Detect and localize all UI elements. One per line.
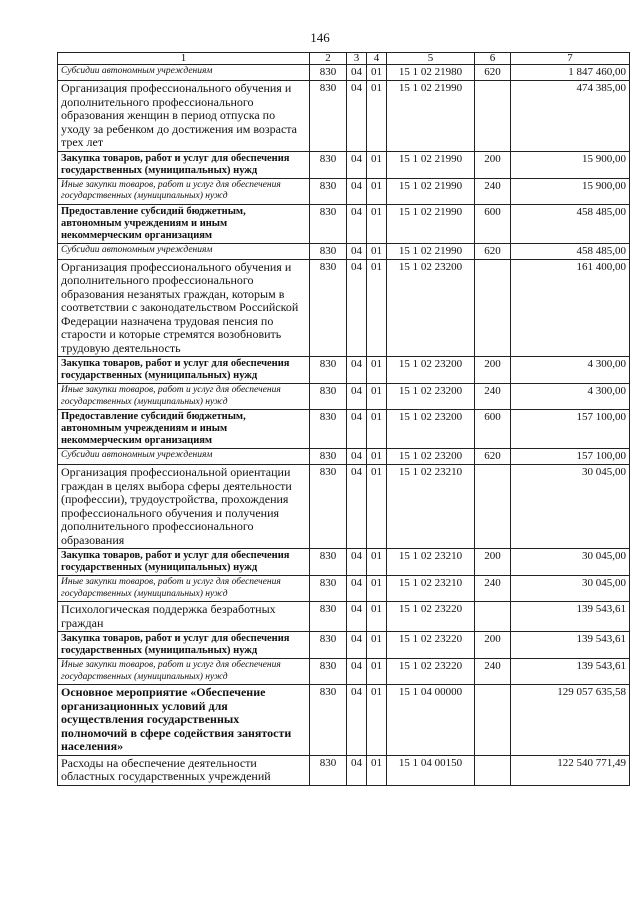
header-cell: 6: [475, 53, 511, 65]
subsection-code-cell: 01: [367, 576, 387, 602]
table-row: [58, 243, 630, 259]
amount-cell: 139 543,61: [511, 632, 630, 659]
amount-cell: 1 847 460,00: [511, 65, 630, 81]
table-row: [58, 549, 630, 576]
header-cell: 2: [310, 53, 347, 65]
amount-cell: 458 485,00: [511, 243, 630, 259]
ministry-code-cell: 830: [310, 178, 347, 204]
page-number: 146: [310, 30, 330, 45]
ministry-code-cell: 830: [310, 204, 347, 243]
target-article-cell: 15 1 04 00150: [387, 755, 475, 785]
section-code-cell: 04: [347, 65, 367, 81]
ministry-code-cell: 830: [310, 259, 347, 357]
expense-name-cell: Закупка товаров, работ и услуг для обеспечения государственных (муниципальных) нужд: [58, 151, 310, 178]
section-code-cell: 04: [347, 549, 367, 576]
target-article-cell: 15 1 02 23210: [387, 465, 475, 549]
expense-name-cell: Закупка товаров, работ и услуг для обеспечения государственных (муниципальных) нужд: [58, 357, 310, 384]
table-row: [58, 449, 630, 465]
header-cell: 1: [58, 53, 310, 65]
expense-type-cell: 620: [475, 65, 511, 81]
amount-cell: 139 543,61: [511, 602, 630, 632]
target-article-cell: 15 1 02 23210: [387, 576, 475, 602]
section-code-cell: 04: [347, 659, 367, 685]
expense-name-cell: Предоставление субсидий бюджетным, автономным учреждениям и иным некоммерческим организациям: [58, 204, 310, 243]
ministry-code-cell: 830: [310, 410, 347, 449]
expense-name-cell: Организация профессиональной ориентации граждан в целях выбора сферы деятельности (профессии), трудоустройства, прохождения профессионального обучения и получения дополнительного профессионального образования: [58, 465, 310, 549]
subsection-code-cell: 01: [367, 357, 387, 384]
amount-cell: 474 385,00: [511, 81, 630, 152]
ministry-code-cell: 830: [310, 659, 347, 685]
header-cell: 7: [511, 53, 630, 65]
table-row: [58, 465, 630, 549]
ministry-code-cell: 830: [310, 576, 347, 602]
expense-name-cell: Субсидии автономным учреждениям: [58, 243, 310, 259]
expense-name-cell: Основное мероприятие «Обеспечение организационных условий для осуществления государственных полномочий в сфере содействия занятости населения»: [58, 685, 310, 756]
subsection-code-cell: 01: [367, 65, 387, 81]
amount-cell: 15 900,00: [511, 151, 630, 178]
table-row: [58, 576, 630, 602]
expense-type-cell: 240: [475, 659, 511, 685]
header-cell: 4: [367, 53, 387, 65]
subsection-code-cell: 01: [367, 384, 387, 410]
expense-type-cell: [475, 465, 511, 549]
amount-cell: 161 400,00: [511, 259, 630, 357]
expense-name-cell: Иные закупки товаров, работ и услуг для обеспечения государственных (муниципальных) нужд: [58, 384, 310, 410]
amount-cell: 122 540 771,49: [511, 755, 630, 785]
section-code-cell: 04: [347, 465, 367, 549]
target-article-cell: 15 1 02 23200: [387, 357, 475, 384]
ministry-code-cell: 830: [310, 384, 347, 410]
ministry-code-cell: 830: [310, 151, 347, 178]
expense-type-cell: [475, 259, 511, 357]
subsection-code-cell: 01: [367, 755, 387, 785]
amount-cell: 15 900,00: [511, 178, 630, 204]
subsection-code-cell: 01: [367, 465, 387, 549]
section-code-cell: 04: [347, 357, 367, 384]
expense-name-cell: Предоставление субсидий бюджетным, автономным учреждениям и иным некоммерческим организациям: [58, 410, 310, 449]
subsection-code-cell: 01: [367, 549, 387, 576]
expense-name-cell: Организация профессионального обучения и дополнительного профессионального образования незанятых граждан, которым в соответствии с законодательством Российской Федерации назначена трудовая пенсия по старости и которые стремятся возобновить трудовую деятельность: [58, 259, 310, 357]
table-row: [58, 357, 630, 384]
expense-type-cell: 240: [475, 576, 511, 602]
subsection-code-cell: 01: [367, 659, 387, 685]
table-row: [58, 659, 630, 685]
expense-type-cell: 600: [475, 410, 511, 449]
target-article-cell: 15 1 02 21990: [387, 243, 475, 259]
amount-cell: 30 045,00: [511, 549, 630, 576]
subsection-code-cell: 01: [367, 151, 387, 178]
expense-type-cell: [475, 685, 511, 756]
expense-type-cell: 240: [475, 384, 511, 410]
table-row: [58, 204, 630, 243]
subsection-code-cell: 01: [367, 204, 387, 243]
subsection-code-cell: 01: [367, 243, 387, 259]
amount-cell: 30 045,00: [511, 576, 630, 602]
table-row: [58, 685, 630, 756]
expense-name-cell: Субсидии автономным учреждениям: [58, 449, 310, 465]
table-header-row: [58, 53, 630, 65]
section-code-cell: 04: [347, 259, 367, 357]
section-code-cell: 04: [347, 178, 367, 204]
target-article-cell: 15 1 02 23200: [387, 449, 475, 465]
ministry-code-cell: 830: [310, 685, 347, 756]
target-article-cell: 15 1 02 21990: [387, 151, 475, 178]
subsection-code-cell: 01: [367, 178, 387, 204]
ministry-code-cell: 830: [310, 549, 347, 576]
budget-table: [57, 52, 630, 786]
expense-type-cell: [475, 755, 511, 785]
table-row: [58, 178, 630, 204]
ministry-code-cell: 830: [310, 65, 347, 81]
header-cell: 5: [387, 53, 475, 65]
subsection-code-cell: 01: [367, 81, 387, 152]
target-article-cell: 15 1 02 23220: [387, 602, 475, 632]
expense-type-cell: [475, 602, 511, 632]
target-article-cell: 15 1 02 23200: [387, 410, 475, 449]
expense-type-cell: 620: [475, 243, 511, 259]
expense-type-cell: 200: [475, 357, 511, 384]
ministry-code-cell: 830: [310, 755, 347, 785]
target-article-cell: 15 1 02 21990: [387, 81, 475, 152]
table-row: [58, 81, 630, 152]
section-code-cell: 04: [347, 384, 367, 410]
target-article-cell: 15 1 02 23210: [387, 549, 475, 576]
expense-name-cell: Иные закупки товаров, работ и услуг для обеспечения государственных (муниципальных) нужд: [58, 576, 310, 602]
table-row: [58, 65, 630, 81]
ministry-code-cell: 830: [310, 243, 347, 259]
amount-cell: 30 045,00: [511, 465, 630, 549]
target-article-cell: 15 1 04 00000: [387, 685, 475, 756]
expense-name-cell: Иные закупки товаров, работ и услуг для обеспечения государственных (муниципальных) нужд: [58, 659, 310, 685]
target-article-cell: 15 1 02 21990: [387, 204, 475, 243]
section-code-cell: 04: [347, 685, 367, 756]
table-row: [58, 632, 630, 659]
subsection-code-cell: 01: [367, 410, 387, 449]
target-article-cell: 15 1 02 23200: [387, 384, 475, 410]
target-article-cell: 15 1 02 23220: [387, 659, 475, 685]
section-code-cell: 04: [347, 632, 367, 659]
target-article-cell: 15 1 02 23220: [387, 632, 475, 659]
section-code-cell: 04: [347, 602, 367, 632]
target-article-cell: 15 1 02 21980: [387, 65, 475, 81]
amount-cell: 458 485,00: [511, 204, 630, 243]
amount-cell: 129 057 635,58: [511, 685, 630, 756]
section-code-cell: 04: [347, 449, 367, 465]
expense-type-cell: 240: [475, 178, 511, 204]
amount-cell: 157 100,00: [511, 449, 630, 465]
section-code-cell: 04: [347, 410, 367, 449]
section-code-cell: 04: [347, 81, 367, 152]
ministry-code-cell: 830: [310, 81, 347, 152]
amount-cell: 139 543,61: [511, 659, 630, 685]
table-row: [58, 259, 630, 357]
expense-name-cell: Психологическая поддержка безработных граждан: [58, 602, 310, 632]
expense-type-cell: [475, 81, 511, 152]
expense-type-cell: 600: [475, 204, 511, 243]
ministry-code-cell: 830: [310, 357, 347, 384]
expense-type-cell: 620: [475, 449, 511, 465]
section-code-cell: 04: [347, 755, 367, 785]
table-row: [58, 384, 630, 410]
expense-type-cell: 200: [475, 549, 511, 576]
expense-type-cell: 200: [475, 151, 511, 178]
subsection-code-cell: 01: [367, 449, 387, 465]
section-code-cell: 04: [347, 204, 367, 243]
ministry-code-cell: 830: [310, 632, 347, 659]
expense-name-cell: Иные закупки товаров, работ и услуг для обеспечения государственных (муниципальных) нужд: [58, 178, 310, 204]
target-article-cell: 15 1 02 21990: [387, 178, 475, 204]
table-row: [58, 755, 630, 785]
subsection-code-cell: 01: [367, 602, 387, 632]
expense-name-cell: Закупка товаров, работ и услуг для обеспечения государственных (муниципальных) нужд: [58, 632, 310, 659]
ministry-code-cell: 830: [310, 465, 347, 549]
header-cell: 3: [347, 53, 367, 65]
ministry-code-cell: 830: [310, 449, 347, 465]
section-code-cell: 04: [347, 576, 367, 602]
ministry-code-cell: 830: [310, 602, 347, 632]
section-code-cell: 04: [347, 243, 367, 259]
expense-name-cell: Расходы на обеспечение деятельности областных государственных учреждений: [58, 755, 310, 785]
expense-type-cell: 200: [475, 632, 511, 659]
section-code-cell: 04: [347, 151, 367, 178]
target-article-cell: 15 1 02 23200: [387, 259, 475, 357]
table-row: [58, 151, 630, 178]
expense-name-cell: Субсидии автономным учреждениям: [58, 65, 310, 81]
amount-cell: 4 300,00: [511, 384, 630, 410]
table-row: [58, 410, 630, 449]
expense-name-cell: Организация профессионального обучения и дополнительного профессионального образования женщин в период отпуска по уходу за ребенком до достижения им возраста трех лет: [58, 81, 310, 152]
expense-name-cell: Закупка товаров, работ и услуг для обеспечения государственных (муниципальных) нужд: [58, 549, 310, 576]
table-row: [58, 602, 630, 632]
subsection-code-cell: 01: [367, 632, 387, 659]
amount-cell: 157 100,00: [511, 410, 630, 449]
subsection-code-cell: 01: [367, 685, 387, 756]
amount-cell: 4 300,00: [511, 357, 630, 384]
subsection-code-cell: 01: [367, 259, 387, 357]
